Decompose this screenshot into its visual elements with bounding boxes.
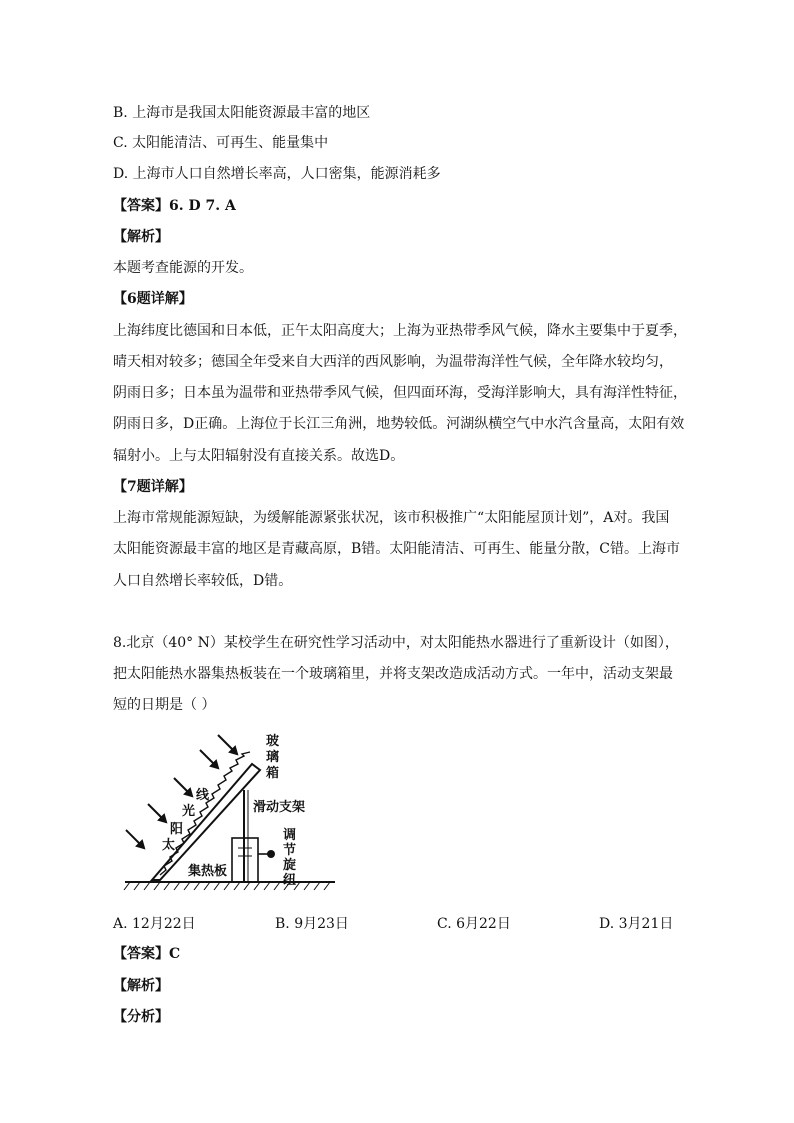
- q7-heading: 【7题详解】: [113, 479, 193, 495]
- q8-analysis-heading: 【解析】: [113, 978, 169, 994]
- q6-paragraph-line: 阴雨日多，D正确。上海位于长江三角洲，地势较低。河湖纵横空气中水汽含量高，太阳有效: [113, 416, 685, 432]
- q8-question-line: 短的日期是（ ）: [113, 697, 216, 713]
- sliding-support-label: 滑动支架: [253, 800, 306, 815]
- glass-box-label-char: 璃: [266, 750, 280, 765]
- glass-box-label-char: 玻: [266, 734, 280, 749]
- answer-line: 【答案】6. D 7. A: [113, 198, 236, 214]
- q8-question-line: 把太阳能热水器集热板装在一个玻璃箱里，并将支架改造成活动方式。一年中，活动支架最: [113, 666, 673, 682]
- option-d-text: D. 上海市人口自然增长率高，人口密集，能源消耗多: [113, 166, 441, 182]
- q7-paragraph-line: 人口自然增长率较低，D错。: [113, 573, 293, 589]
- adjust-knob-label-char: 旋: [283, 858, 297, 873]
- choice-d: D. 3月21日: [599, 916, 674, 932]
- answer-choices: [113, 913, 683, 933]
- q7-paragraph-line: 太阳能资源最丰富的地区是青藏高原，B错。太阳能清洁、可再生、能量分散，C错。上海市: [113, 541, 680, 557]
- sunlight-label-char: 光: [182, 804, 196, 819]
- collector-plate-label: 集热板: [188, 864, 228, 879]
- solar-heater-figure: [120, 730, 340, 900]
- q6-paragraph-line: 阴雨日多；日本虽为温带和亚热带季风气候，但四面环海，受海洋影响大，具有海洋性特征，: [113, 385, 687, 401]
- sunlight-label-char: 太: [162, 838, 176, 853]
- option-c-text: C. 太阳能清洁、可再生、能量集中: [113, 135, 329, 151]
- glass-box-label-char: 箱: [266, 766, 280, 781]
- choice-b: B. 9月23日: [275, 916, 349, 932]
- q6-paragraph-line: 晴天相对较多；德国全年受来自大西洋的西风影响，为温带海洋性气候，全年降水较均匀，: [113, 354, 673, 370]
- solar-heater-diagram: [120, 730, 340, 900]
- q8-answer-line: 【答案】C: [113, 946, 181, 962]
- option-b-text: B. 上海市是我国太阳能资源最丰富的地区: [113, 105, 371, 121]
- adjust-knob-label-char: 节: [283, 843, 297, 858]
- q6-paragraph-line: 上海纬度比德国和日本低，正午太阳高度大；上海为亚热带季风气候，降水主要集中于夏季，: [113, 323, 687, 339]
- choice-a: A. 12月22日: [113, 916, 196, 932]
- analysis-heading: 【解析】: [113, 229, 169, 245]
- sunlight-label-char: 阳: [170, 822, 184, 837]
- q8-question-line: 8.北京（40° N）某校学生在研究性学习活动中，对太阳能热水器进行了重新设计（如图），: [113, 635, 679, 651]
- q6-paragraph-line: 辐射小。上与太阳辐射没有直接关系。故选D。: [113, 448, 405, 464]
- choice-c: C. 6月22日: [437, 916, 511, 932]
- adjust-knob-label-char: 纽: [283, 873, 297, 888]
- sunlight-label-char: 线: [196, 788, 210, 803]
- adjust-knob-label-char: 调: [283, 828, 297, 843]
- q7-paragraph-line: 上海市常规能源短缺，为缓解能源紧张状况，该市积极推广“太阳能屋顶计划”，A对。我国: [113, 510, 670, 526]
- q8-breakdown-heading: 【分析】: [113, 1009, 169, 1025]
- q6-heading: 【6题详解】: [113, 291, 193, 307]
- analysis-text: 本题考查能源的开发。: [113, 260, 253, 276]
